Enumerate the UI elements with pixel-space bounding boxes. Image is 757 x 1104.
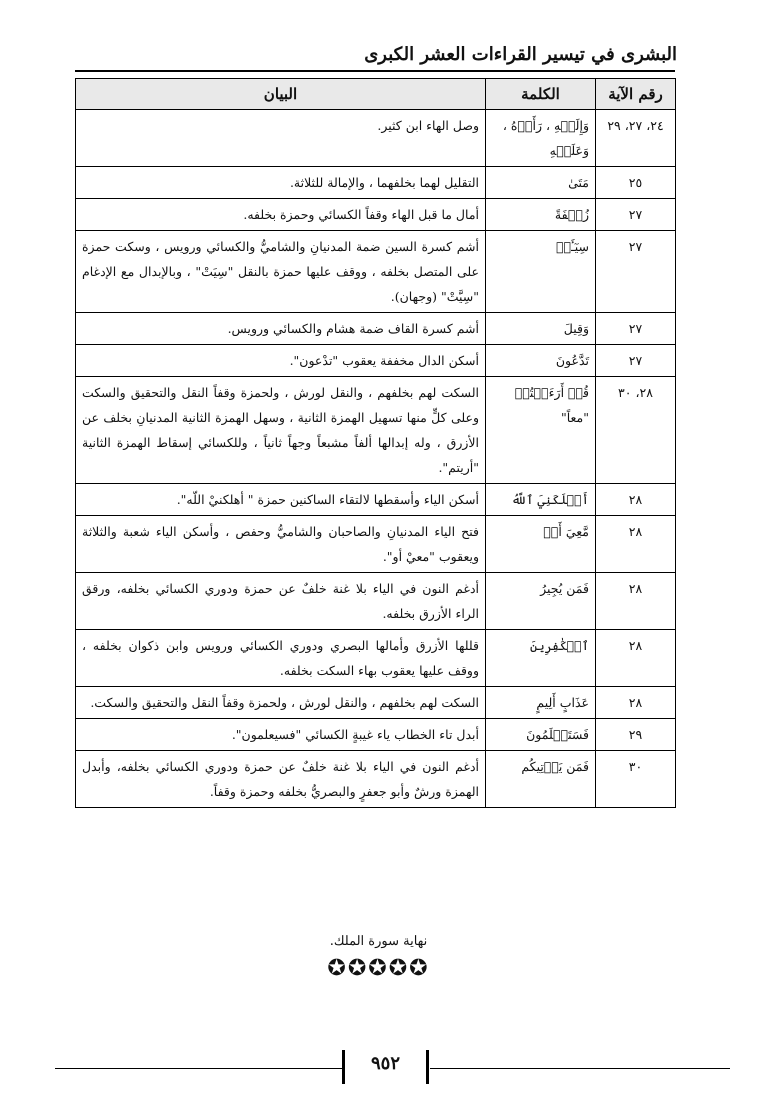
verse-number: ٢٨ — [596, 630, 676, 687]
quran-word: أَهۡلَكَنِيَ ٱللَّهُ — [486, 484, 596, 516]
verse-number: ٢٧ — [596, 231, 676, 313]
quran-word: سِيٓـَٔتۡ — [486, 231, 596, 313]
quran-word: فَمَن يَأۡتِيكُم — [486, 751, 596, 808]
explanation: أبدل تاء الخطاب ياء غيبةٍ الكسائي "فسيعلمون". — [76, 719, 486, 751]
explanation: أشم كسرة السين ضمة المدنيانِ والشاميُّ والكسائي ورويس ، وسكت حمزة على المتصل بخلفه ، ووقف عليها حمزة بالنقل "سِيَتْ" ، وبالإبدال مع الإدغام "سِيَّتْ" (وجهان). — [76, 231, 486, 313]
quran-word: فَمَن يُجِيرُ — [486, 573, 596, 630]
explanation: وصل الهاء ابن كثير. — [76, 110, 486, 167]
table-row — [76, 630, 676, 687]
table-row — [76, 719, 676, 751]
verse-number: ٢٤، ٢٧، ٢٩ — [596, 110, 676, 167]
verse-number: ٢٩ — [596, 719, 676, 751]
verse-number: ٢٧ — [596, 345, 676, 377]
header-word: الكلمة — [486, 79, 596, 110]
table-row — [76, 377, 676, 484]
verse-number: ٣٠ — [596, 751, 676, 808]
quran-word: عَذَابٍ أَلِيمٍ — [486, 687, 596, 719]
table-row — [76, 199, 676, 231]
table-row — [76, 167, 676, 199]
footer-bar-right — [426, 1050, 429, 1084]
explanation: فتح الياء المدنيانِ والصاحبان والشاميُّ وحفص ، وأسكن الياء شعبة والثلاثة ويعقوب "معيْ أو". — [76, 516, 486, 573]
explanation: السكت لهم بخلفهم ، والنقل لورش ، ولحمزة وقفاً النقل والتحقيق والسكت وعلى كلٍّ منها تسهيل الهمزة الثانية ، وسهل الهمزة الثانية المدنيانِ بخلف عن الأزرق ، وله إبدالها ألفاً مشبعاً وجهاً ثانياً ، وللكسائي إسقاط الهمزة الثانية "أريتم". — [76, 377, 486, 484]
verse-number: ٢٨ — [596, 687, 676, 719]
table-row — [76, 516, 676, 573]
explanation: التقليل لهما بخلفهما ، والإمالة للثلاثة. — [76, 167, 486, 199]
table-row — [76, 313, 676, 345]
page-number: ٩٥٢ — [370, 1053, 400, 1074]
quran-word: قُلۡ أَرَءَيۡتُمۡ "معاً" — [486, 377, 596, 484]
quran-word: وَإِلَيۡهِ ، رَأَوۡهُ ، وَعَلَيۡهِ — [486, 110, 596, 167]
quran-word: زُلۡفَةً — [486, 199, 596, 231]
table-row — [76, 110, 676, 167]
quran-word: وَقِيلَ — [486, 313, 596, 345]
verse-number: ٢٨، ٣٠ — [596, 377, 676, 484]
verse-number: ٢٥ — [596, 167, 676, 199]
explanation: أسكن الدال مخففة يعقوب "تدْعون". — [76, 345, 486, 377]
verse-number: ٢٨ — [596, 484, 676, 516]
explanation: أشم كسرة القاف ضمة هشام والكسائي ورويس. — [76, 313, 486, 345]
quran-word: ٱلۡكَٰفِرِينَ — [486, 630, 596, 687]
explanation: أدغم النون في الياء بلا غنة خلفٌ عن حمزة ودوري الكسائي بخلفه، ورقق الراء الأزرق بخلفه. — [76, 573, 486, 630]
table-row — [76, 751, 676, 808]
verse-number: ٢٧ — [596, 199, 676, 231]
quran-word: مَّعِيَ أَوۡ — [486, 516, 596, 573]
header-verse-number: رقم الآية — [596, 79, 676, 110]
explanation: قللها الأزرق وأمالها البصري ودوري الكسائي ورويس وابن ذكوان بخلفه ، ووقف عليها يعقوب بهاء السكت بخلفه. — [76, 630, 486, 687]
page-header: البشرى في تيسير القراءات العشر الكبرى — [364, 44, 677, 65]
footer-rule-right — [430, 1068, 730, 1069]
readings-table — [75, 78, 676, 808]
table-row — [76, 231, 676, 313]
explanation: أدغم النون في الياء بلا غنة خلفٌ عن حمزة ودوري الكسائي بخلفه، وأبدل الهمزة ورشٌ وأبو جعفرٍ والبصريُّ بخلفه وحمزة وقفاً. — [76, 751, 486, 808]
table-row — [76, 687, 676, 719]
verse-number: ٢٨ — [596, 573, 676, 630]
star-ornament-icon: ✪✪✪✪✪ — [327, 956, 430, 981]
quran-word: فَسَتَعۡلَمُونَ — [486, 719, 596, 751]
header-explanation: البيان — [76, 79, 486, 110]
footer-rule-left — [55, 1068, 345, 1069]
header-rule — [75, 70, 675, 72]
table-row — [76, 345, 676, 377]
table-header-row — [76, 79, 676, 110]
table-row — [76, 573, 676, 630]
explanation: أسكن الياء وأسقطها لالتقاء الساكنين حمزة " أهلكنيْ اللّه". — [76, 484, 486, 516]
surah-end-note: نهاية سورة الملك. — [329, 934, 428, 949]
quran-word: مَتَىٰ — [486, 167, 596, 199]
verse-number: ٢٨ — [596, 516, 676, 573]
verse-number: ٢٧ — [596, 313, 676, 345]
table-row — [76, 484, 676, 516]
quran-word: تَدَّعُونَ — [486, 345, 596, 377]
explanation: السكت لهم بخلفهم ، والنقل لورش ، ولحمزة وقفاً النقل والتحقيق والسكت. — [76, 687, 486, 719]
explanation: أمال ما قبل الهاء وقفاً الكسائي وحمزة بخلفه. — [76, 199, 486, 231]
